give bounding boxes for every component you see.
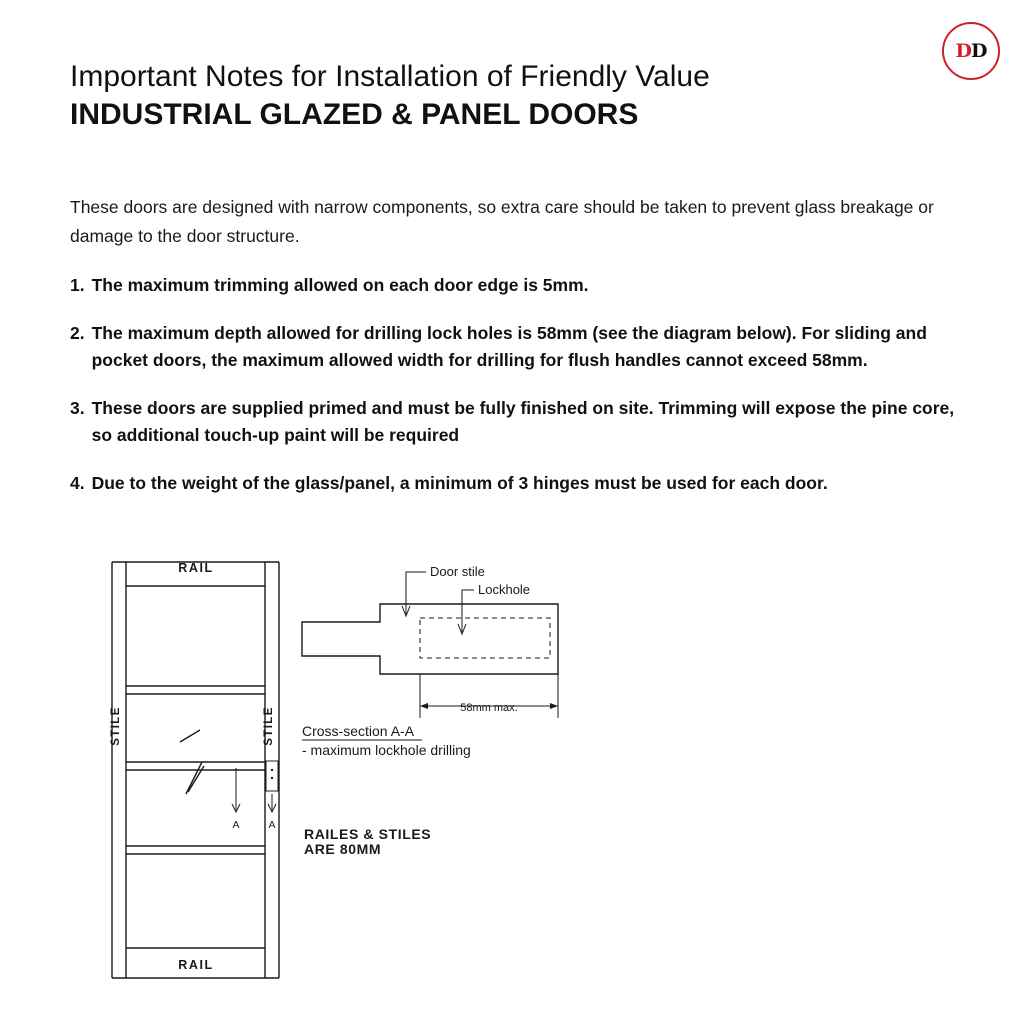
brand-logo-text [956, 40, 987, 62]
page-title-line-2: INDUSTRIAL GLAZED & PANEL DOORS [70, 98, 639, 131]
installation-diagram [70, 556, 960, 986]
list-item-text: The maximum trimming allowed on each door edge is 5mm. [91, 275, 589, 295]
door-rail-top-label: RAIL [178, 561, 214, 575]
door-stile-right-label: STILE [263, 706, 275, 746]
page-title [70, 58, 890, 134]
brand-logo-letter-2: D [971, 40, 987, 62]
brand-logo [942, 22, 1000, 80]
brand-logo-letter-1: D [955, 40, 971, 62]
list-item [70, 320, 970, 374]
page-title-line-1: Important Notes for Installation of Friendly Value [70, 60, 710, 93]
list-item-number: 4. [70, 473, 85, 493]
footnote-line-2: ARE 80MM [304, 841, 382, 857]
footnote-line-1: RAILES & STILES [304, 826, 432, 842]
list-item-number: 2. [70, 323, 85, 343]
list-item [70, 470, 970, 497]
list-item [70, 272, 970, 299]
section-marker-left-label: A [232, 819, 240, 831]
door-stile-left-label: STILE [110, 706, 122, 746]
section-arrows [232, 768, 276, 812]
cross-section-caption-line-2: - maximum lockhole drilling [302, 742, 471, 758]
door-stile-callout-label: Door stile [430, 564, 485, 579]
door-elevation [112, 562, 279, 978]
cross-section-caption-line-1: Cross-section A-A [302, 723, 415, 739]
door-rail-bottom-label: RAIL [178, 958, 214, 972]
lockhole-callout-label: Lockhole [478, 582, 531, 597]
notes-list [70, 272, 970, 518]
list-item-text: Due to the weight of the glass/panel, a minimum of 3 hinges must be used for each door. [91, 473, 828, 493]
list-item-number: 3. [70, 398, 85, 418]
list-item [70, 395, 970, 449]
intro-paragraph: These doors are designed with narrow components, so extra care should be taken to prevent glass breakage or damage to the door structure. [70, 197, 934, 246]
list-item-text: These doors are supplied primed and must be fully finished on site. Trimming will expose the pine core, so additional touch-up paint will be required [91, 398, 955, 445]
section-marker-right-label: A [268, 819, 276, 831]
list-item-text: The maximum depth allowed for drilling lock holes is 58mm (see the diagram below). For sliding and pocket doors, the maximum allowed width for drilling for flush handles cannot exceed 58mm. [91, 323, 927, 370]
dimension-label: 58mm max. [460, 702, 518, 714]
list-item-number: 1. [70, 275, 85, 295]
